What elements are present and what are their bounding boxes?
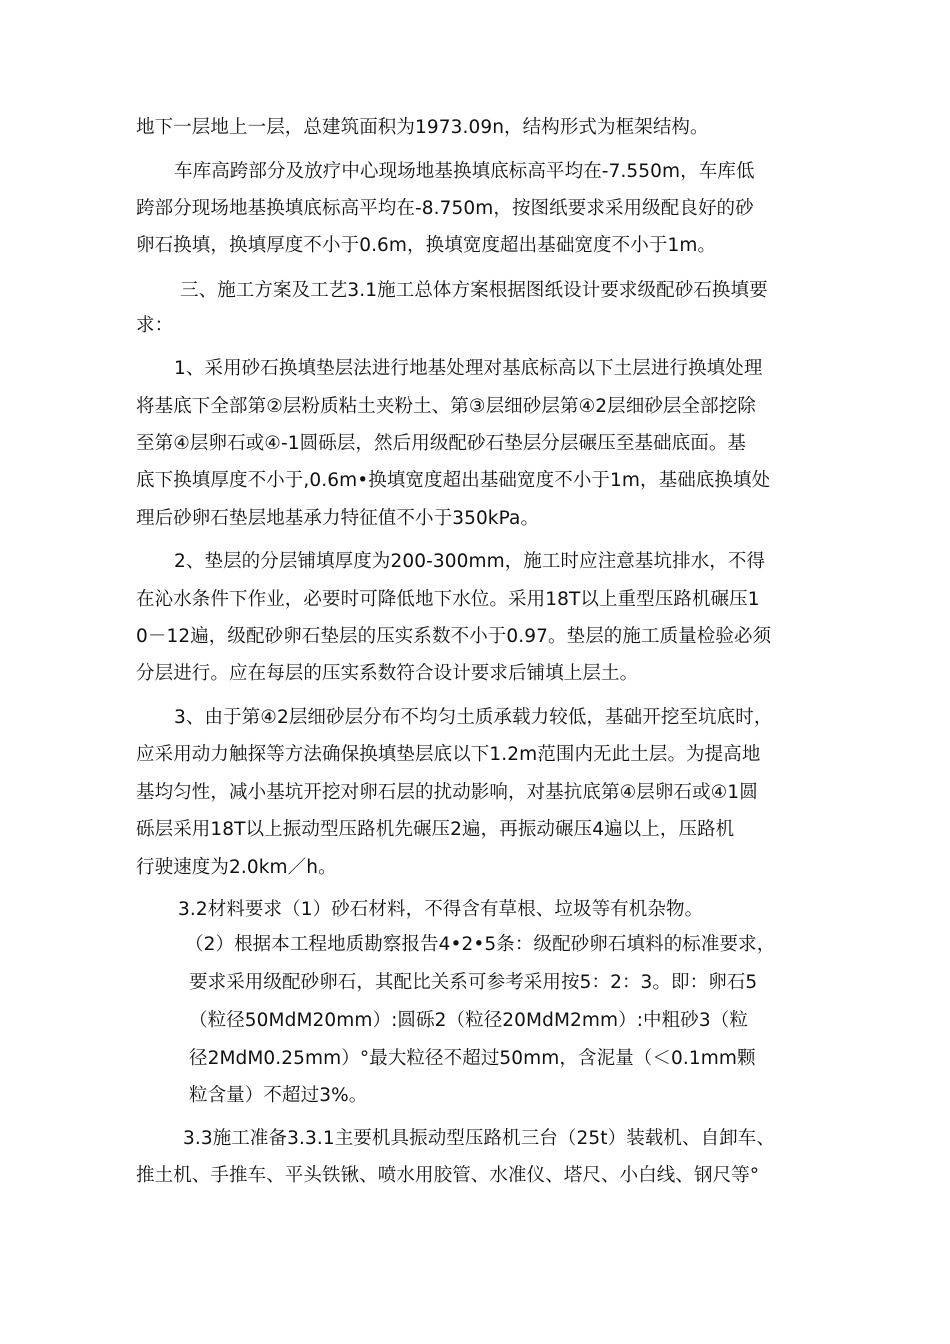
text-line: 3.3施工准备3.3.1主要机具振动型压路机三台（25t）装载机、自卸车、 (183, 1128, 775, 1149)
text-line: 基均匀性，减小基坑开挖对卵石层的扰动影响，对基抗底第④层卵石或④1圆 (136, 782, 758, 803)
text-line: 车库高跨部分及放疗中心现场地基换填底标高平均在-7.550m，车库低 (174, 161, 755, 182)
text-line: 推土机、手推车、平头铁锹、喷水用胶管、水准仪、塔尺、小白线、钢尺等° (136, 1165, 760, 1186)
text-line: 底下换填厚度不小于,0.6m•换填宽度超出基础宽度不小于1m，基础底换填处 (136, 470, 771, 491)
text-line: 行驶速度为2.0km／h。 (136, 857, 337, 878)
text-line: 跨部分现场地基换填底标高平均在-8.750m，按图纸要求采用级配良好的砂 (136, 198, 754, 219)
text-line: 径2MdM0.25mm）°最大粒径不超过50mm，含泥量（＜0.1mm颗 (189, 1048, 756, 1069)
text-line: 1、采用砂石换填垫层法进行地基处理对基底标高以下土层进行换填处理 (174, 358, 763, 379)
text-line: 砾层采用18T以上振动型压路机先碾压2遍，再振动碾压4遍以上，压路机 (136, 819, 735, 840)
text-line: （2）根据本工程地质勘察报告4•2•5条：级配砂卵石填料的标准要求， (185, 934, 776, 955)
text-line: 0－12遍，级配砂卵石垫层的压实系数不小于0.97。垫层的施工质量检验必须 (136, 626, 772, 647)
text-line: 应采用动力触探等方法确保换填垫层底以下1.2m范围内无此土层。为提高地 (136, 744, 761, 765)
text-line: 求： (136, 315, 174, 336)
text-line: 将基底下全部第②层粉质粘土夹粉土、第③层细砂层第④2层细砂层全部挖除 (136, 396, 756, 417)
text-line: （粒径50MdM20mm）:圆砾2（粒径20MdM2mm）:中粗砂3（粒 (189, 1010, 748, 1031)
text-line: 2、垫层的分层铺填厚度为200-300mm，施工时应注意基坑排水，不得 (174, 551, 766, 572)
text-line: 3、由于第④2层细砂层分布不均匀土质承载力较低，基础开挖至坑底时， (174, 707, 773, 728)
text-line: 在沁水条件下作业，必要时可降低地下水位。采用18T以上重型压路机碾压1 (136, 589, 760, 610)
text-line: 3.2材料要求（1）砂石材料，不得含有草根、垃圾等有机杂物。 (178, 899, 704, 920)
text-line: 三、施工方案及工艺3.1施工总体方案根据图纸设计要求级配砂石换填要 (180, 280, 768, 301)
text-line: 分层进行。应在每层的压实系数符合设计要求后铺填上层土。 (136, 663, 639, 684)
text-line: 要求采用级配砂卵石，其配比关系可参考采用按5：2：3。即：卵石5 (189, 972, 758, 993)
text-line: 地下一层地上一层，总建筑面积为1973.09n，结构形式为框架结构。 (136, 117, 709, 138)
text-line: 理后砂卵石垫层地基承力特征值不小于350kPa。 (136, 508, 540, 529)
text-line: 粒含量）不超过3%。 (189, 1085, 368, 1106)
text-line: 卵石换填，换填厚度不小于0.6m，换填宽度超出基础宽度不小于1m。 (136, 235, 717, 256)
text-line: 至第④层卵石或④-1圆砾层，然后用级配砂石垫层分层碾压至基础底面。基 (136, 433, 747, 454)
